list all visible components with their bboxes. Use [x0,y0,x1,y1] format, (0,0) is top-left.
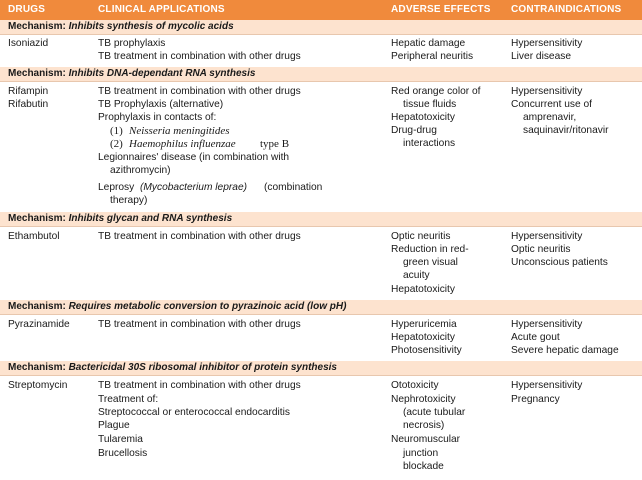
mechanism-band: Mechanism: Bactericidal 30S ribosomal inhibitor of protein synthesis [0,361,642,376]
clinical-item: TB treatment in combination with other drugs [98,86,301,97]
contra-item: Severe hepatic damage [511,345,619,356]
clinical-item: Streptococcal or enterococcal endocarditis [98,407,290,418]
clinical-item-suffix: type B [260,138,290,150]
header-drugs: DRUGS [8,4,46,15]
table-header [0,0,642,20]
adverse-item: necrosis) [403,420,445,431]
clinical-item: Plague [98,420,130,431]
contra-item: Hypersensitivity [511,231,583,242]
adverse-item: blockade [403,461,444,472]
clinical-item-number: (2) [110,138,123,150]
adverse-item: tissue fluids [403,99,457,110]
clinical-item: TB prophylaxis [98,38,166,49]
clinical-item: TB treatment in combination with other drugs [98,319,301,330]
contra-item: Liver disease [511,51,572,62]
mechanism-band: Mechanism: Requires metabolic conversion to pyrazinoic acid (low pH) [0,300,642,315]
header-contraindications: CONTRAINDICATIONS [511,4,622,15]
clinical-item: Leprosy [98,182,135,193]
header-clinical-applications: CLINICAL APPLICATIONS [98,4,225,15]
adverse-item: (acute tubular [403,407,466,418]
drug-name: Rifampin [8,86,49,97]
adverse-item: acuity [403,270,430,281]
clinical-item: Legionnaires' disease (in combination with [98,152,290,163]
contra-item: Unconscious patients [511,257,608,268]
clinical-item-organism: Neisseria meningitides [129,125,230,137]
adverse-item: Neuromuscular [391,434,461,445]
adverse-item: Hyperuricemia [391,319,457,330]
contra-item: Hypersensitivity [511,38,583,49]
adverse-item: Peripheral neuritis [391,51,474,62]
contra-item: amprenavir, [523,112,577,123]
drug-name: Rifabutin [8,99,49,110]
clinical-item: TB treatment in combination with other drugs [98,231,301,242]
adverse-item: Optic neuritis [391,231,451,242]
clinical-item: (combination [264,182,323,193]
adverse-item: Photosensitivity [391,345,462,356]
contra-item: Hypersensitivity [511,380,583,391]
clinical-item: therapy) [110,195,148,206]
clinical-item: TB treatment in combination with other drugs [98,380,301,391]
contra-item: Acute gout [511,332,560,343]
adverse-item: Reduction in red- [391,244,469,255]
adverse-item: Hepatotoxicity [391,112,455,123]
clinical-item: azithromycin) [110,165,171,176]
clinical-item-organism: (Mycobacterium leprae) [140,182,248,193]
drug-name: Isoniazid [8,38,49,49]
drug-name: Pyrazinamide [8,319,70,330]
adverse-item: Hepatotoxicity [391,332,455,343]
clinical-item: Brucellosis [98,448,148,459]
adverse-item: interactions [403,138,456,149]
contra-item: Pregnancy [511,394,560,405]
adverse-item: junction [403,448,439,459]
adverse-item: green visual [403,257,458,268]
mechanism-band: Mechanism: Inhibits synthesis of mycolic acids [0,20,642,35]
clinical-item: TB Prophylaxis (alternative) [98,99,224,110]
mechanism-band: Mechanism: Inhibits DNA-dependant RNA synthesis [0,67,642,82]
clinical-item-organism: Haemophilus influenzae [129,138,236,150]
clinical-item: TB treatment in combination with other drugs [98,51,301,62]
contra-item: Optic neuritis [511,244,571,255]
header-adverse-effects: ADVERSE EFFECTS [391,4,491,15]
adverse-item: Hepatotoxicity [391,284,455,295]
clinical-item: Tularemia [98,434,143,445]
contra-item: Hypersensitivity [511,319,583,330]
drug-name: Streptomycin [8,380,68,391]
contra-item: saquinavir/ritonavir [523,125,609,136]
contra-item: Hypersensitivity [511,86,583,97]
contra-item: Concurrent use of [511,99,592,110]
adverse-item: Drug-drug [391,125,437,136]
adverse-item: Red orange color of [391,86,481,97]
mechanism-band: Mechanism: Inhibits glycan and RNA synthesis [0,212,642,227]
adverse-item: Hepatic damage [391,38,466,49]
adverse-item: Nephrotoxicity [391,394,456,405]
adverse-item: Ototoxicity [391,380,439,391]
clinical-item-number: (1) [110,125,123,137]
drug-name: Ethambutol [8,231,60,242]
clinical-item: Treatment of: [98,394,159,405]
clinical-item: Prophylaxis in contacts of: [98,112,217,123]
